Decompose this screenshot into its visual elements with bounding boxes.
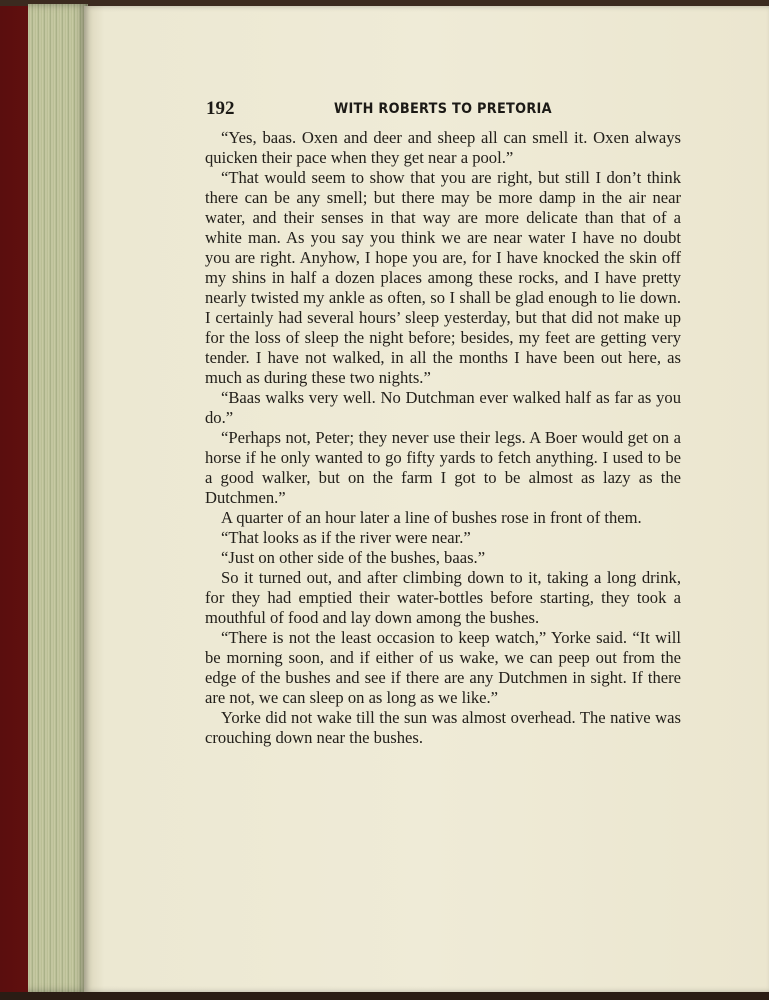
paragraph: “Just on other side of the bushes, baas.” [221, 548, 486, 567]
page-edges [28, 4, 88, 992]
paragraph: “That would seem to show that you are right, but still I don’t think there can be any smell; but there may be more damp in the air near water, and their senses in that way are more delicate than that of a white man. As you say you think we are near water I have no doubt you are right. Anyhow, I hope you are, for I have knocked the skin off my shins in half a dozen places among these rocks, and I have pretty nearly twisted my ankle as often, so I shall be glad enough to lie down. I certainly had several hours’ sleep yesterday, but that did not make up for the loss of sleep the night before; besides, my feet are getting very tender. I have not walked, in all the months I have been out here, as much as during these two nights.” [205, 168, 681, 387]
bottom-edge [0, 992, 769, 1000]
paragraph: “Yes, baas. Oxen and deer and sheep all can smell it. Oxen always quicken their pace when they get near a pool.” [205, 128, 681, 167]
page-number: 192 [206, 98, 235, 119]
body-text [205, 128, 681, 748]
paragraph: A quarter of an hour later a line of bushes rose in front of them. [221, 508, 642, 527]
paragraph: “That looks as if the river were near.” [221, 528, 471, 547]
running-title: WITH ROBERTS TO PRETORIA [334, 101, 552, 117]
paragraph: “Perhaps not, Peter; they never use their legs. A Boer would get on a horse if he only wanted to go fifty yards to fetch anything. I used to be a good walker, but on the farm I got to be almost as lazy as the Dutchmen.” [205, 428, 681, 507]
page-header [206, 98, 684, 118]
paragraph: So it turned out, and after climbing down to it, taking a long drink, for they had emptied their water-bottles before starting, they took a mouthful of food and lay down among the bushes. [205, 568, 681, 627]
paragraph: “There is not the least occasion to keep watch,” Yorke said. “It will be morning soon, and if either of us wake, we can peep out from the edge of the bushes and see if there are any Dutchmen in sight. If there are not, we can sleep on as long as we like.” [205, 628, 681, 707]
paragraph: “Baas walks very well. No Dutchman ever walked half as far as you do.” [205, 388, 681, 427]
paragraph: Yorke did not wake till the sun was almost overhead. The native was crouching down near the bushes. [205, 708, 681, 747]
